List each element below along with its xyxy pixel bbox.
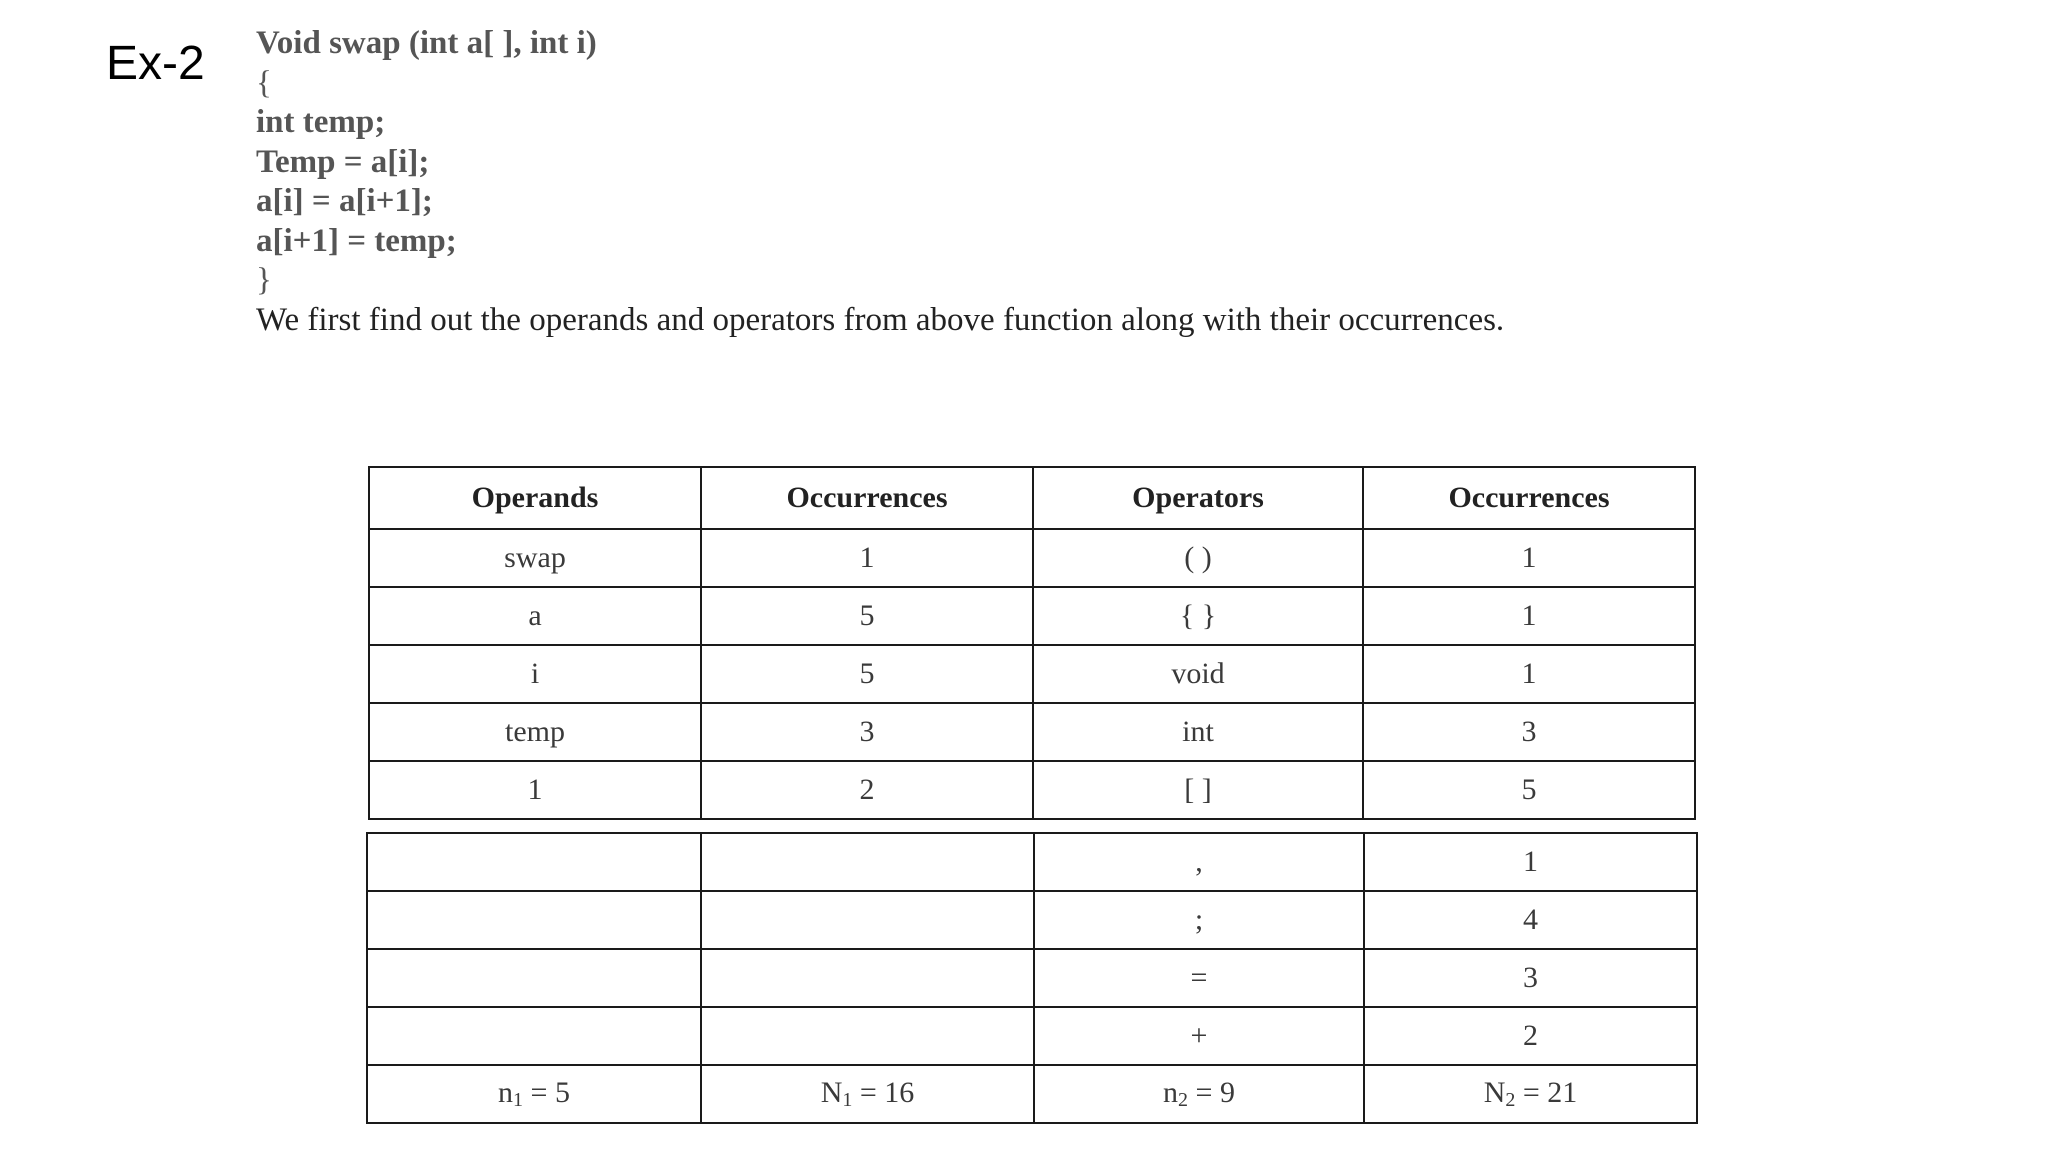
code-block xyxy=(256,24,597,301)
table-cell xyxy=(367,1007,701,1065)
table-header-row xyxy=(369,467,1695,529)
example-label: Ex-2 xyxy=(106,37,205,90)
total-subscript: 2 xyxy=(1178,1089,1189,1111)
table-cell: ; xyxy=(1034,891,1364,949)
table-cell: temp xyxy=(369,703,701,761)
table-cell: a xyxy=(369,587,701,645)
table-cell xyxy=(701,833,1034,891)
total-value: = 5 xyxy=(530,1076,570,1109)
operators-continuation-table xyxy=(366,832,1698,1124)
table-cell: i xyxy=(369,645,701,703)
code-line: a[i] = a[i+1]; xyxy=(256,183,433,219)
table-cell: 4 xyxy=(1364,891,1697,949)
total-N2 xyxy=(1364,1065,1697,1123)
table-cell xyxy=(367,833,701,891)
table-cell: swap xyxy=(369,529,701,587)
table-cell xyxy=(367,891,701,949)
table-cell xyxy=(701,949,1034,1007)
total-value: = 9 xyxy=(1195,1076,1235,1109)
total-var: N xyxy=(1483,1076,1506,1109)
header-occurrences: Occurrences xyxy=(1363,467,1695,529)
table-cell xyxy=(701,891,1034,949)
table-cell: { } xyxy=(1033,587,1363,645)
total-subscript: 1 xyxy=(842,1089,853,1111)
table-cell: 3 xyxy=(1363,703,1695,761)
table-cell: 1 xyxy=(1363,587,1695,645)
table-cell: [ ] xyxy=(1033,761,1363,819)
header-occurrences: Occurrences xyxy=(701,467,1033,529)
code-line: a[i+1] = temp; xyxy=(256,222,457,259)
table-cell xyxy=(367,949,701,1007)
table-cell: 5 xyxy=(701,645,1033,703)
table-row xyxy=(369,529,1695,587)
total-var: N xyxy=(820,1076,843,1109)
code-line: } xyxy=(256,262,272,298)
table-cell xyxy=(701,1007,1034,1065)
table-cell: 1 xyxy=(1363,529,1695,587)
table-cell: 1 xyxy=(701,529,1033,587)
table-row xyxy=(367,833,1697,891)
table-cell: 5 xyxy=(1363,761,1695,819)
table-cell: , xyxy=(1034,833,1364,891)
description-text: We first find out the operands and operators from above function along with their occurrences. xyxy=(256,302,1505,338)
table-cell: 2 xyxy=(701,761,1033,819)
table-cell: void xyxy=(1033,645,1363,703)
total-subscript: 1 xyxy=(513,1089,524,1111)
table-cell: 5 xyxy=(701,587,1033,645)
table-cell: = xyxy=(1034,949,1364,1007)
total-n2 xyxy=(1034,1065,1364,1123)
totals-row xyxy=(367,1065,1697,1123)
total-n1 xyxy=(367,1065,701,1123)
table-row xyxy=(369,587,1695,645)
total-value: = 16 xyxy=(859,1076,915,1109)
code-line: { xyxy=(256,64,272,101)
table-row xyxy=(367,1007,1697,1065)
total-value: = 21 xyxy=(1522,1076,1578,1109)
table-cell: 2 xyxy=(1364,1007,1697,1065)
table-cell: int xyxy=(1033,703,1363,761)
code-line: Temp = a[i]; xyxy=(256,143,430,180)
header-operands: Operands xyxy=(369,467,701,529)
table-cell: + xyxy=(1034,1007,1364,1065)
table-cell: 1 xyxy=(369,761,701,819)
operands-operators-table xyxy=(368,466,1696,820)
code-line: int temp; xyxy=(256,104,386,140)
table-cell: 1 xyxy=(1364,833,1697,891)
table-cell: 3 xyxy=(1364,949,1697,1007)
table-cell: ( ) xyxy=(1033,529,1363,587)
code-line: Void swap (int a[ ], int i) xyxy=(256,25,597,61)
table-row xyxy=(367,949,1697,1007)
header-operators: Operators xyxy=(1033,467,1363,529)
total-subscript: 2 xyxy=(1505,1089,1516,1111)
total-N1 xyxy=(701,1065,1034,1123)
table-row xyxy=(367,891,1697,949)
table-row xyxy=(369,761,1695,819)
table-cell: 1 xyxy=(1363,645,1695,703)
table-cell: 3 xyxy=(701,703,1033,761)
total-var: n xyxy=(498,1076,514,1109)
total-var: n xyxy=(1163,1076,1179,1109)
table-row xyxy=(369,703,1695,761)
table-row xyxy=(369,645,1695,703)
